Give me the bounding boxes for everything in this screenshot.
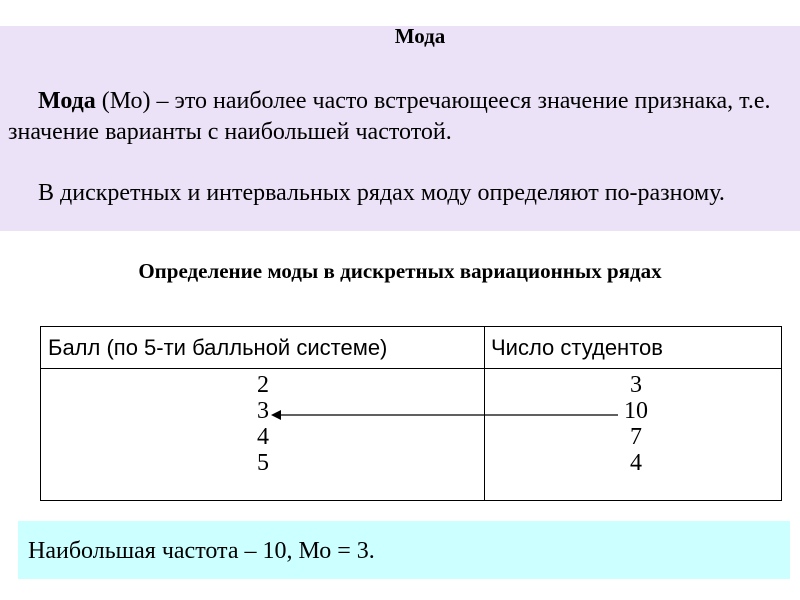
score-cell: 2	[257, 372, 269, 398]
table-header-score: Балл (по 5-ти балльной системе)	[48, 335, 388, 360]
count-cell: 10	[624, 398, 648, 424]
table-header-count: Число студентов	[491, 335, 663, 360]
score-cell: 4	[257, 424, 269, 450]
note-paragraph: В дискретных и интервальных рядах моду определяют по-разному.	[38, 180, 725, 206]
count-cell: 3	[630, 372, 642, 398]
table-header-divider	[41, 368, 781, 369]
count-cell: 4	[630, 450, 642, 476]
definition-paragraph	[8, 86, 800, 148]
definition-term: Мода	[38, 88, 96, 114]
result-text: Наибольшая частота – 10, Мо = 3.	[28, 538, 375, 564]
score-cell: 5	[257, 450, 269, 476]
mode-arrow-icon	[270, 408, 620, 422]
section-subtitle: Определение моды в дискретных вариационных рядах	[138, 259, 662, 283]
definition-text: (Мо) – это наиболее часто встречающееся значение признака, т.е. значение варианты с наибольшей частотой.	[8, 88, 771, 145]
slide-title: Мода	[394, 24, 446, 48]
score-column	[253, 372, 273, 476]
count-cell: 7	[630, 424, 642, 450]
count-column	[616, 372, 656, 476]
score-cell: 3	[257, 398, 269, 424]
